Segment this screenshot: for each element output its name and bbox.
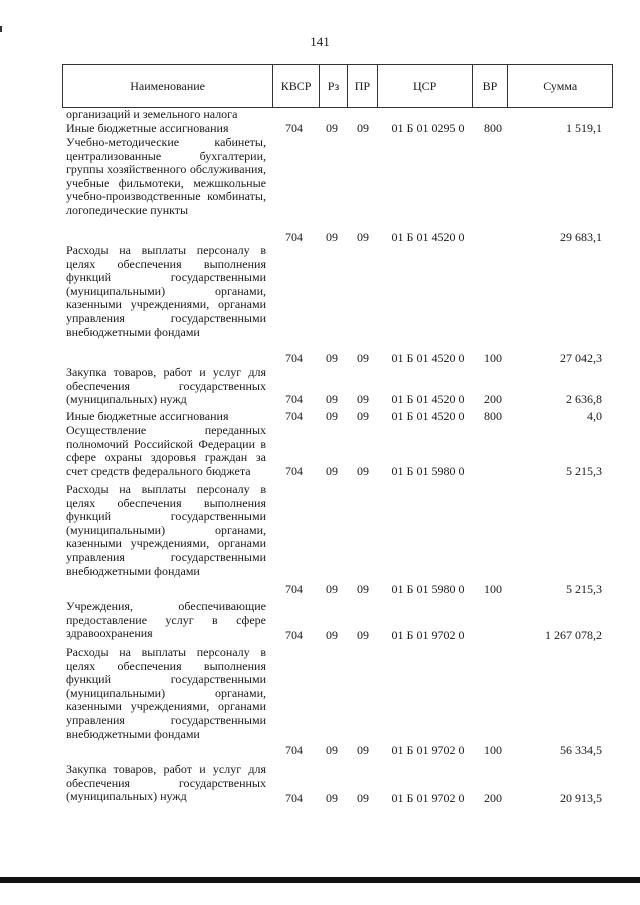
row-sum: 27 042,3 [560,351,602,365]
row-csr: 01 Б 01 4520 0 [391,409,465,423]
row-name: Осуществление переданных полномочий Российской Федерации в сфере охраны здоровья граждан за счет средств федерального бюджета [66,423,266,478]
row-vr: 200 [484,392,502,406]
row-pr: 09 [357,464,369,478]
row-name: Учреждения, обеспечивающие предоставление услуг в сфере здравоохранения [66,599,266,641]
row-rz: 09 [326,743,338,757]
row-rz: 09 [326,791,338,805]
table-row [0,410,640,424]
table-row [0,646,640,763]
row-pr: 09 [357,392,369,406]
page-number: 141 [310,34,330,49]
scan-edge [0,877,640,883]
row-pr: 09 [357,628,369,642]
row-rz: 09 [326,628,338,642]
header-csr: ЦСР [377,65,472,107]
header-sum: Сумма [507,65,612,107]
row-csr: 01 Б 01 5980 0 [391,464,465,478]
table-row [0,136,640,244]
table-row [0,600,640,646]
row-sum: 2 636,8 [566,392,602,406]
row-name: Иные бюджетные ассигнования [66,409,229,423]
table-row [0,122,640,136]
row-kvsr: 704 [285,628,303,642]
table-header [62,64,613,108]
row-csr: 01 Б 01 9702 0 [391,791,465,805]
row-pr: 09 [357,582,369,596]
row-sum: 29 683,1 [560,230,602,244]
header-vr: ВР [472,65,508,107]
row-csr: 01 Б 01 5980 0 [391,582,465,596]
row-sum: 20 913,5 [560,791,602,805]
row-name: Расходы на выплаты персоналу в целях обеспечения выполнения функций государственными (муниципальными) органами, казенными учреждениями, органами управления государственными внебюджетными фондами [66,243,266,339]
row-csr: 01 Б 01 0295 0 [391,121,465,135]
row-name: Расходы на выплаты персоналу в целях обеспечения выполнения функций государственными (муниципальными) органами, казенными учреждениями, органами управления государственными внебюджетными фондами [66,645,266,741]
row-kvsr: 704 [285,121,303,135]
row-csr: 01 Б 01 4520 0 [391,230,465,244]
row-vr: 100 [484,743,502,757]
row-name: Учебно-методические кабинеты, централизованные бухгалтерии, группы хозяйственного обслуживания, учебные фильмотеки, межшкольные учебно-производственные комбинаты, логопедические пункты [66,135,266,217]
header-rz: Рз [319,65,347,107]
row-kvsr: 704 [285,791,303,805]
row-vr: 100 [484,351,502,365]
row-kvsr: 704 [285,351,303,365]
row-rz: 09 [326,464,338,478]
scan-mark [0,26,2,32]
row-name: Закупка товаров, работ и услуг для обеспечения государственных (муниципальных) нужд [66,762,266,804]
row-rz: 09 [326,230,338,244]
row-csr: 01 Б 01 4520 0 [391,392,465,406]
row-sum: 1 267 078,2 [545,628,602,642]
table-row [0,366,640,410]
row-kvsr: 704 [285,392,303,406]
row-name: Расходы на выплаты персоналу в целях обеспечения выполнения функций государственными (муниципальными) органами, казенными учреждениями, органами управления государственными внебюджетными фондами [66,482,266,578]
table-body [0,108,640,807]
row-vr: 800 [484,409,502,423]
table-row [0,244,640,366]
table-row [0,108,640,122]
row-pr: 09 [357,230,369,244]
header-name: Наименование [130,78,205,93]
row-sum: 56 334,5 [560,743,602,757]
row-pr: 09 [357,743,369,757]
row-pr: 09 [357,121,369,135]
row-rz: 09 [326,392,338,406]
row-csr: 01 Б 01 4520 0 [391,351,465,365]
table-row [0,424,640,483]
row-sum: 4,0 [587,409,602,423]
row-rz: 09 [326,582,338,596]
row-kvsr: 704 [285,464,303,478]
row-rz: 09 [326,351,338,365]
row-kvsr: 704 [285,409,303,423]
row-vr: 100 [484,582,502,596]
row-csr: 01 Б 01 9702 0 [391,743,465,757]
header-pr: ПР [347,65,377,107]
row-kvsr: 704 [285,743,303,757]
row-kvsr: 704 [285,582,303,596]
row-rz: 09 [326,121,338,135]
table-row [0,483,640,600]
row-csr: 01 Б 01 9702 0 [391,628,465,642]
row-sum: 1 519,1 [566,121,602,135]
row-pr: 09 [357,351,369,365]
row-pr: 09 [357,791,369,805]
row-vr: 800 [484,121,502,135]
row-vr: 200 [484,791,502,805]
table-row [0,763,640,807]
row-kvsr: 704 [285,230,303,244]
row-sum: 5 215,3 [566,464,602,478]
row-name: Иные бюджетные ассигнования [66,121,229,135]
row-name: Закупка товаров, работ и услуг для обеспечения государственных (муниципальных) нужд [66,365,266,407]
row-pr: 09 [357,409,369,423]
row-rz: 09 [326,409,338,423]
row-sum: 5 215,3 [566,582,602,596]
header-kvsr: КВСР [272,65,319,107]
row-name: организаций и земельного налога [66,107,238,121]
